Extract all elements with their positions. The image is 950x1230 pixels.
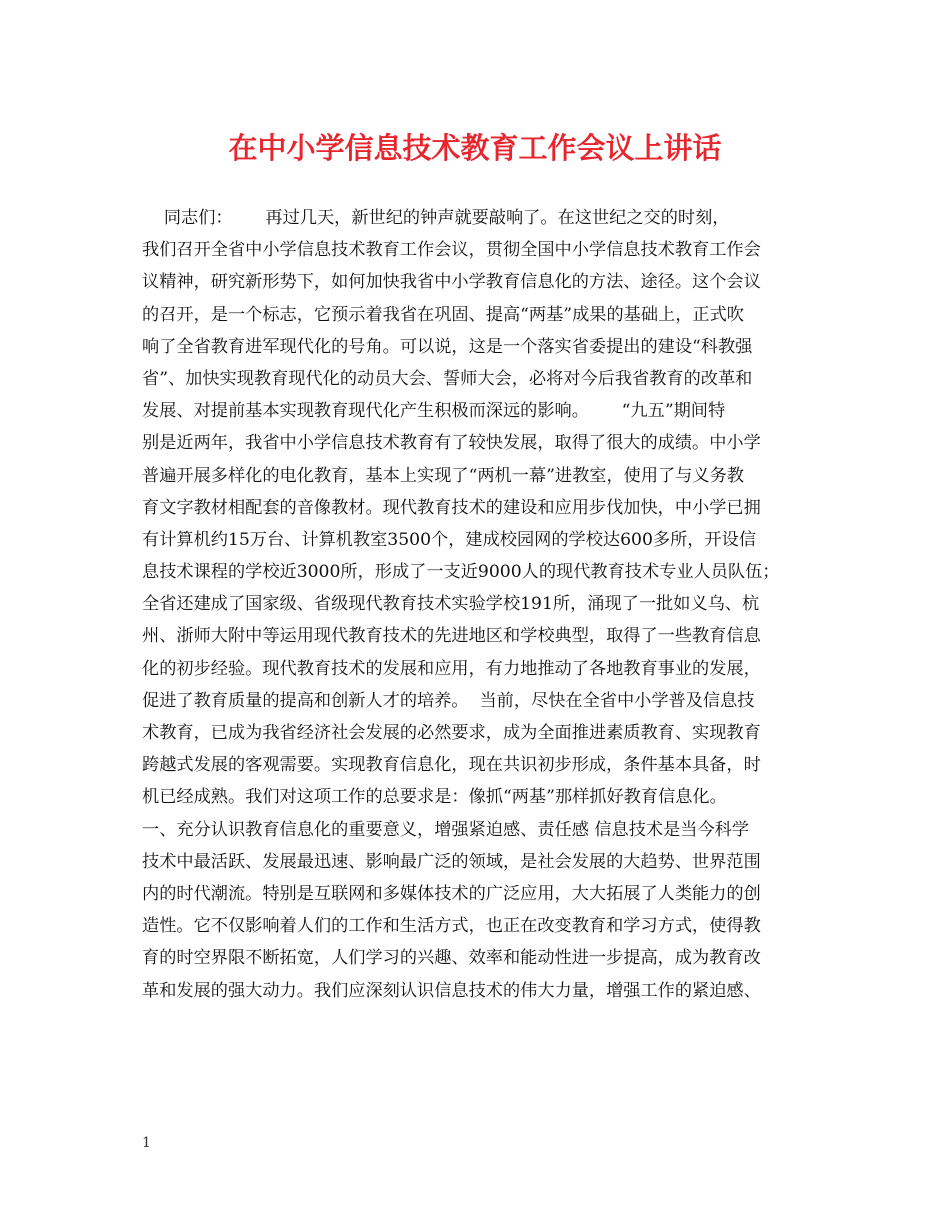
body-line: 响了全省教育进军现代化的号角。可以说，这是一个落实省委提出的建设“科教强 bbox=[142, 336, 753, 357]
body-line: 机已经成熟。我们对这项工作的总要求是：像抓“两基”那样抓好教育信息化。 bbox=[142, 787, 727, 808]
body-line: 全省还建成了国家级、省级现代教育技术实验学校191所，涌现了一批如义乌、杭 bbox=[142, 594, 760, 615]
body-line: 有计算机约15万台、计算机教室3500个，建成校园网的学校达600多所，开设信 bbox=[142, 529, 757, 550]
body-line: 育文字教材相配套的音像教材。现代教育技术的建设和应用步伐加快，中小学已拥 bbox=[142, 497, 761, 518]
body-line: 发展、对提前基本实现教育现代化产生积极而深远的影响。 “九五”期间特 bbox=[142, 401, 726, 422]
body-line: 别是近两年，我省中小学信息技术教育有了较快发展，取得了很大的成绩。中小学 bbox=[142, 433, 761, 454]
page-number: 1 bbox=[142, 1135, 151, 1151]
document-title: 在中小学信息技术教育工作会议上讲话 bbox=[228, 131, 722, 165]
document-body bbox=[142, 202, 822, 1007]
body-line: 议精神，研究新形势下，如何加快我省中小学教育信息化的方法、途径。这个会议 bbox=[142, 272, 761, 293]
body-line: 一、充分认识教育信息化的重要意义，增强紧迫感、责任感 信息技术是当今科学 bbox=[142, 819, 750, 840]
body-line: 化的初步经验。现代教育技术的发展和应用，有力地推动了各地教育事业的发展， bbox=[142, 658, 761, 679]
body-line: 普遍开展多样化的电化教育，基本上实现了“两机一幕”进教室，使用了与义务教 bbox=[142, 465, 744, 486]
body-line: 我们召开全省中小学信息技术教育工作会议，贯彻全国中小学信息技术教育工作会 bbox=[142, 240, 761, 261]
body-line: 技术中最活跃、发展最迅速、影响最广泛的领域，是社会发展的大趋势、世界范围 bbox=[142, 851, 761, 872]
body-line: 州、浙师大附中等运用现代教育技术的先进地区和学校典型，取得了一些教育信息 bbox=[142, 626, 761, 647]
body-line: 省”、加快实现教育现代化的动员大会、誓师大会，必将对今后我省教育的改革和 bbox=[142, 368, 753, 389]
body-line: 的召开，是一个标志，它预示着我省在巩固、提高“两基”成果的基础上，正式吹 bbox=[142, 304, 744, 325]
body-line: 育的时空界限不断拓宽，人们学习的兴趣、效率和能动性进一步提高，成为教育改 bbox=[142, 948, 761, 969]
body-line: 造性。它不仅影响着人们的工作和生活方式，也正在改变教育和学习方式，使得教 bbox=[142, 916, 761, 937]
body-line: 跨越式发展的客观需要。实现教育信息化，现在共识初步形成，条件基本具备，时 bbox=[142, 755, 761, 776]
body-line: 术教育，已成为我省经济社会发展的必然要求，成为全面推进素质教育、实现教育 bbox=[142, 723, 761, 743]
body-line: 革和发展的强大动力。我们应深刻认识信息技术的伟大力量，增强工作的紧迫感、 bbox=[142, 980, 761, 1001]
body-line: 内的时代潮流。特别是互联网和多媒体技术的广泛应用，大大拓展了人类能力的创 bbox=[142, 883, 761, 904]
body-line: 息技术课程的学校近3000所，形成了一支近9000人的现代教育技术专业人员队伍； bbox=[142, 562, 780, 583]
body-line: 同志们： 再过几天，新世纪的钟声就要敲响了。在这世纪之交的时刻， bbox=[142, 208, 730, 228]
body-line: 促进了教育质量的提高和创新人才的培养。 当前，尽快在全省中小学普及信息技 bbox=[142, 690, 755, 711]
